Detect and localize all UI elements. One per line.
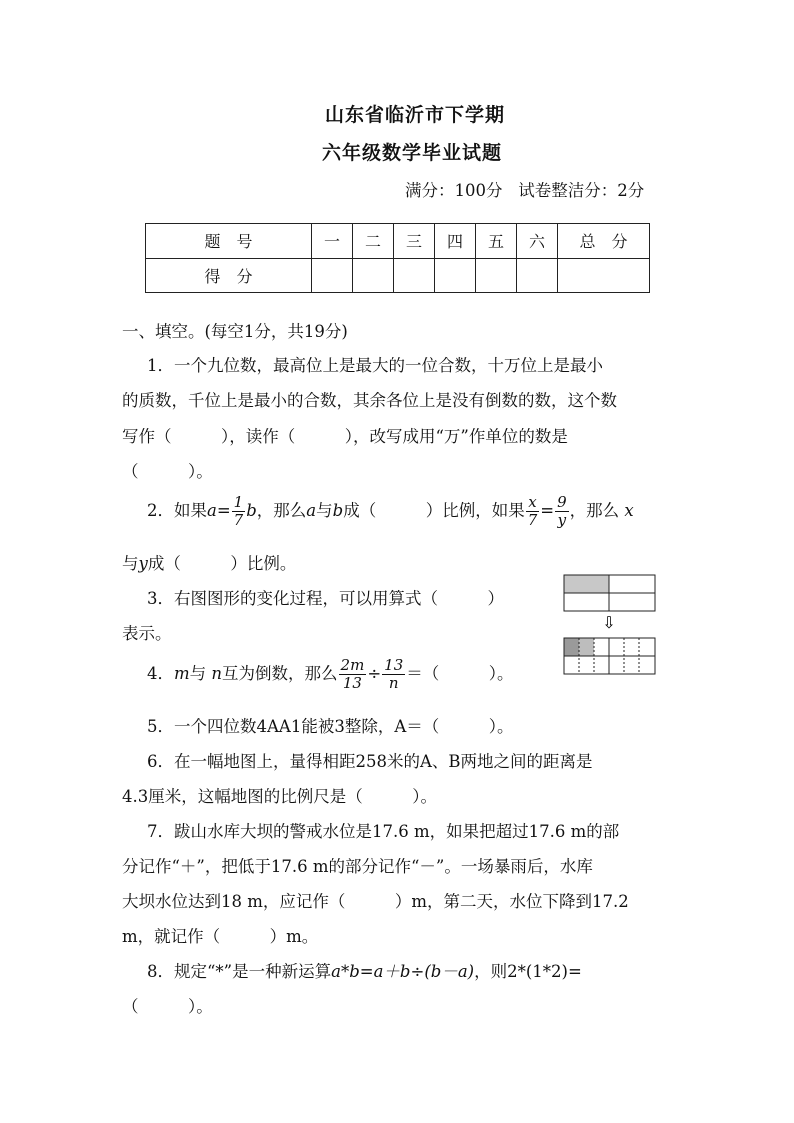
bottom-shaded-cell-1: [564, 638, 579, 656]
q4-text: ＝（ ）。: [406, 664, 514, 683]
q2-text: 与: [122, 554, 139, 573]
q3-line2: 表示。: [122, 624, 172, 643]
frac-num: 2m: [340, 656, 365, 674]
q5-line1: 5．一个四位数4AA1能被3整除，A＝（ ）。: [147, 717, 514, 736]
table-cell: 题 号: [146, 224, 312, 259]
bottom-shaded-cell-2: [579, 638, 594, 656]
table-cell: 二: [353, 224, 394, 259]
frac-den: 13: [342, 674, 362, 692]
table-cell: 三: [394, 224, 435, 259]
q6-line2: 4.3厘米，这幅地图的比例尺是（ ）。: [122, 787, 437, 806]
q2-line2: [122, 550, 296, 574]
frac-den: 7: [527, 511, 538, 529]
q2-text: 成（ ）比例，如果: [343, 501, 525, 520]
q4-text: 4．: [147, 664, 174, 683]
q4-text: 与: [189, 664, 207, 683]
score-input-cell[interactable]: [476, 258, 517, 293]
q8-line2: （ ）。: [122, 997, 213, 1016]
fraction-2m-over-13: [339, 657, 367, 692]
frac-num: 13: [384, 656, 404, 674]
var-y: y: [138, 554, 148, 573]
frac-den: y: [557, 511, 567, 529]
frac-den: n: [388, 674, 399, 692]
q8-text: 8．规定“*”是一种新运算: [147, 962, 332, 981]
page-subtitle: 六年级数学毕业试题: [322, 142, 503, 164]
var-m: m: [174, 664, 190, 683]
score-table-header-row: [146, 224, 650, 259]
q2-text: 2．如果: [147, 501, 207, 520]
q1-line3: 写作（ ），读作（ ），改写成用“万”作单位的数是: [122, 427, 568, 446]
fraction-13-over-n: [382, 657, 405, 692]
table-cell: 一: [312, 224, 353, 259]
var-b: b: [246, 501, 257, 520]
q8-line1: [147, 958, 582, 982]
q7-line4: m，就记作（ ）m。: [122, 927, 319, 946]
fraction-9-over-y: [555, 494, 569, 529]
var-n: n: [211, 664, 223, 683]
var-x: x: [624, 501, 634, 520]
q7-line1: 7．跋山水库大坝的警戒水位是17.6 m，如果把超过17.6 m的部: [147, 822, 620, 841]
q1-line2: 的质数，千位上是最小的合数，其余各位上是没有倒数的数，这个数: [122, 391, 617, 410]
q8-text: ，则2*(1*2)=: [474, 962, 582, 981]
var-b: b: [332, 501, 344, 520]
q3-line1: 3．右图图形的变化过程，可以用算式（ ）: [147, 589, 504, 608]
score-input-cell[interactable]: [353, 258, 394, 293]
q2-text: 成（ ）比例。: [147, 554, 297, 573]
var-a: a: [207, 501, 217, 520]
score-input-cell[interactable]: [394, 258, 435, 293]
score-input-cell[interactable]: [435, 258, 476, 293]
table-cell: 得 分: [146, 258, 312, 293]
frac-num: 9: [557, 493, 567, 511]
table-cell: 五: [476, 224, 517, 259]
equals: =: [216, 501, 231, 520]
q7-line3: 大坝水位达到18 m，应记作（ ）m，第二天，水位下降到17.2: [122, 892, 629, 911]
fraction-x-over-7: [526, 494, 540, 529]
q2-text: 与: [316, 501, 333, 520]
divide-sign: ÷: [367, 664, 382, 683]
score-table: [145, 223, 650, 293]
page-title: 山东省临沂市下学期: [325, 104, 506, 126]
fraction-figure: [563, 574, 657, 678]
q2-text: ，那么: [569, 501, 620, 520]
score-input-cell[interactable]: [312, 258, 353, 293]
table-cell: 总 分: [558, 224, 650, 259]
q2-text: ，那么: [256, 501, 307, 520]
score-table-score-row: [146, 258, 650, 293]
q6-line1: 6．在一幅地图上，量得相距258米的A、B两地之间的距离是: [147, 752, 593, 771]
fraction-one-seventh: [232, 494, 246, 529]
section-heading: 一、填空。(每空1分，共19分): [122, 322, 348, 341]
top-shaded-cell: [564, 575, 609, 593]
frac-den: 7: [233, 511, 244, 529]
score-input-cell[interactable]: [517, 258, 558, 293]
q1-line4: （ ）。: [122, 462, 213, 481]
q1-line1: 1．一个九位数，最高位上是最大的一位合数，十万位上是最小: [147, 356, 603, 375]
q4-text: 互为倒数，那么: [222, 664, 338, 683]
q7-line2: 分记作“＋”，把低于17.6 m的部分记作“－”。一场暴雨后，水库: [122, 857, 593, 876]
down-arrow-icon: ⇩: [602, 613, 616, 632]
frac-num: x: [526, 494, 540, 512]
q2-line1: 2．如果a= $\frac{1}{7}$ b，那么a与b成（ ）比例，如果 $\frac{x}{7}$ = $\frac{9}{y}$ ，那么 x: [147, 493, 634, 529]
q8-formula: a*b=a＋b÷(b－a): [331, 962, 475, 981]
table-cell: 四: [435, 224, 476, 259]
frac-num: 1: [233, 493, 244, 511]
q4-line1: [147, 655, 514, 693]
var-a: a: [306, 501, 317, 520]
score-info: 满分：100分 试卷整洁分：2分: [405, 181, 645, 200]
table-cell: 六: [517, 224, 558, 259]
score-input-cell[interactable]: [558, 258, 650, 293]
